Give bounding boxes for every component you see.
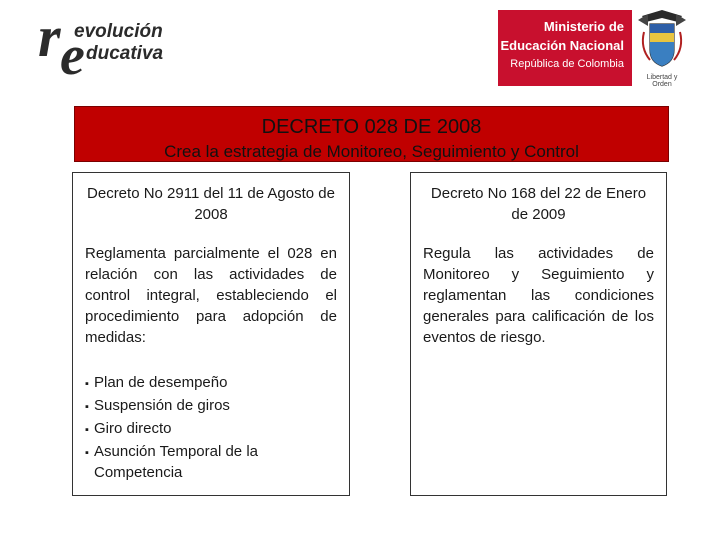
ministry-logo [498, 10, 632, 86]
decree-2911-box [72, 172, 350, 496]
page-title: DECRETO 028 DE 2008 [261, 116, 482, 138]
list-item [85, 395, 337, 418]
logo-initial-e: e [60, 25, 85, 87]
decree-2911-body: Reglamenta parcialmente el 028 en relación con las actividades de control integral, estableciendo el procedimiento para adopción de medidas: [85, 245, 337, 346]
list-item-text: Plan de desempeño [94, 374, 228, 391]
measures-list [85, 372, 337, 483]
list-item-text: Giro directo [94, 420, 172, 437]
square-bullet-icon: ▪ [85, 424, 89, 436]
logo-word-revolucion: evolución [74, 21, 163, 42]
square-bullet-icon: ▪ [85, 401, 89, 413]
colombia-coat-of-arms-icon [634, 8, 690, 72]
logo-word-educativa: ducativa [86, 43, 164, 64]
list-item-text: Suspensión de giros [94, 397, 230, 414]
square-bullet-icon: ▪ [85, 447, 89, 459]
page-subtitle: Crea la estrategia de Monitoreo, Seguimiento y Control [164, 142, 579, 161]
decree-168-box [410, 172, 667, 496]
decree-168-heading: Decreto No 168 del 22 de Enero de 2009 [430, 185, 647, 223]
ministry-motto: Libertad y Orden [646, 74, 678, 88]
revolucion-educativa-logo [34, 4, 194, 87]
ministry-line-1: Ministerio de [543, 19, 624, 34]
title-banner [74, 106, 669, 162]
list-item-text: Asunción Temporal de la Competencia [94, 443, 258, 481]
decree-168-body: Regula las actividades de Monitoreo y Seguimiento y reglamentan las condiciones generales para calificación de los eventos de riesgo. [423, 245, 654, 346]
list-item [85, 372, 337, 395]
ministry-line-3: República de Colombia [510, 58, 624, 70]
decree-2911-heading: Decreto No 2911 del 11 de Agosto de 2008 [87, 185, 335, 223]
square-bullet-icon: ▪ [85, 378, 89, 390]
logo-initial-r: r [38, 4, 61, 69]
list-item [85, 441, 337, 483]
ministry-line-2: Educación Nacional [500, 38, 624, 53]
list-item [85, 418, 337, 441]
